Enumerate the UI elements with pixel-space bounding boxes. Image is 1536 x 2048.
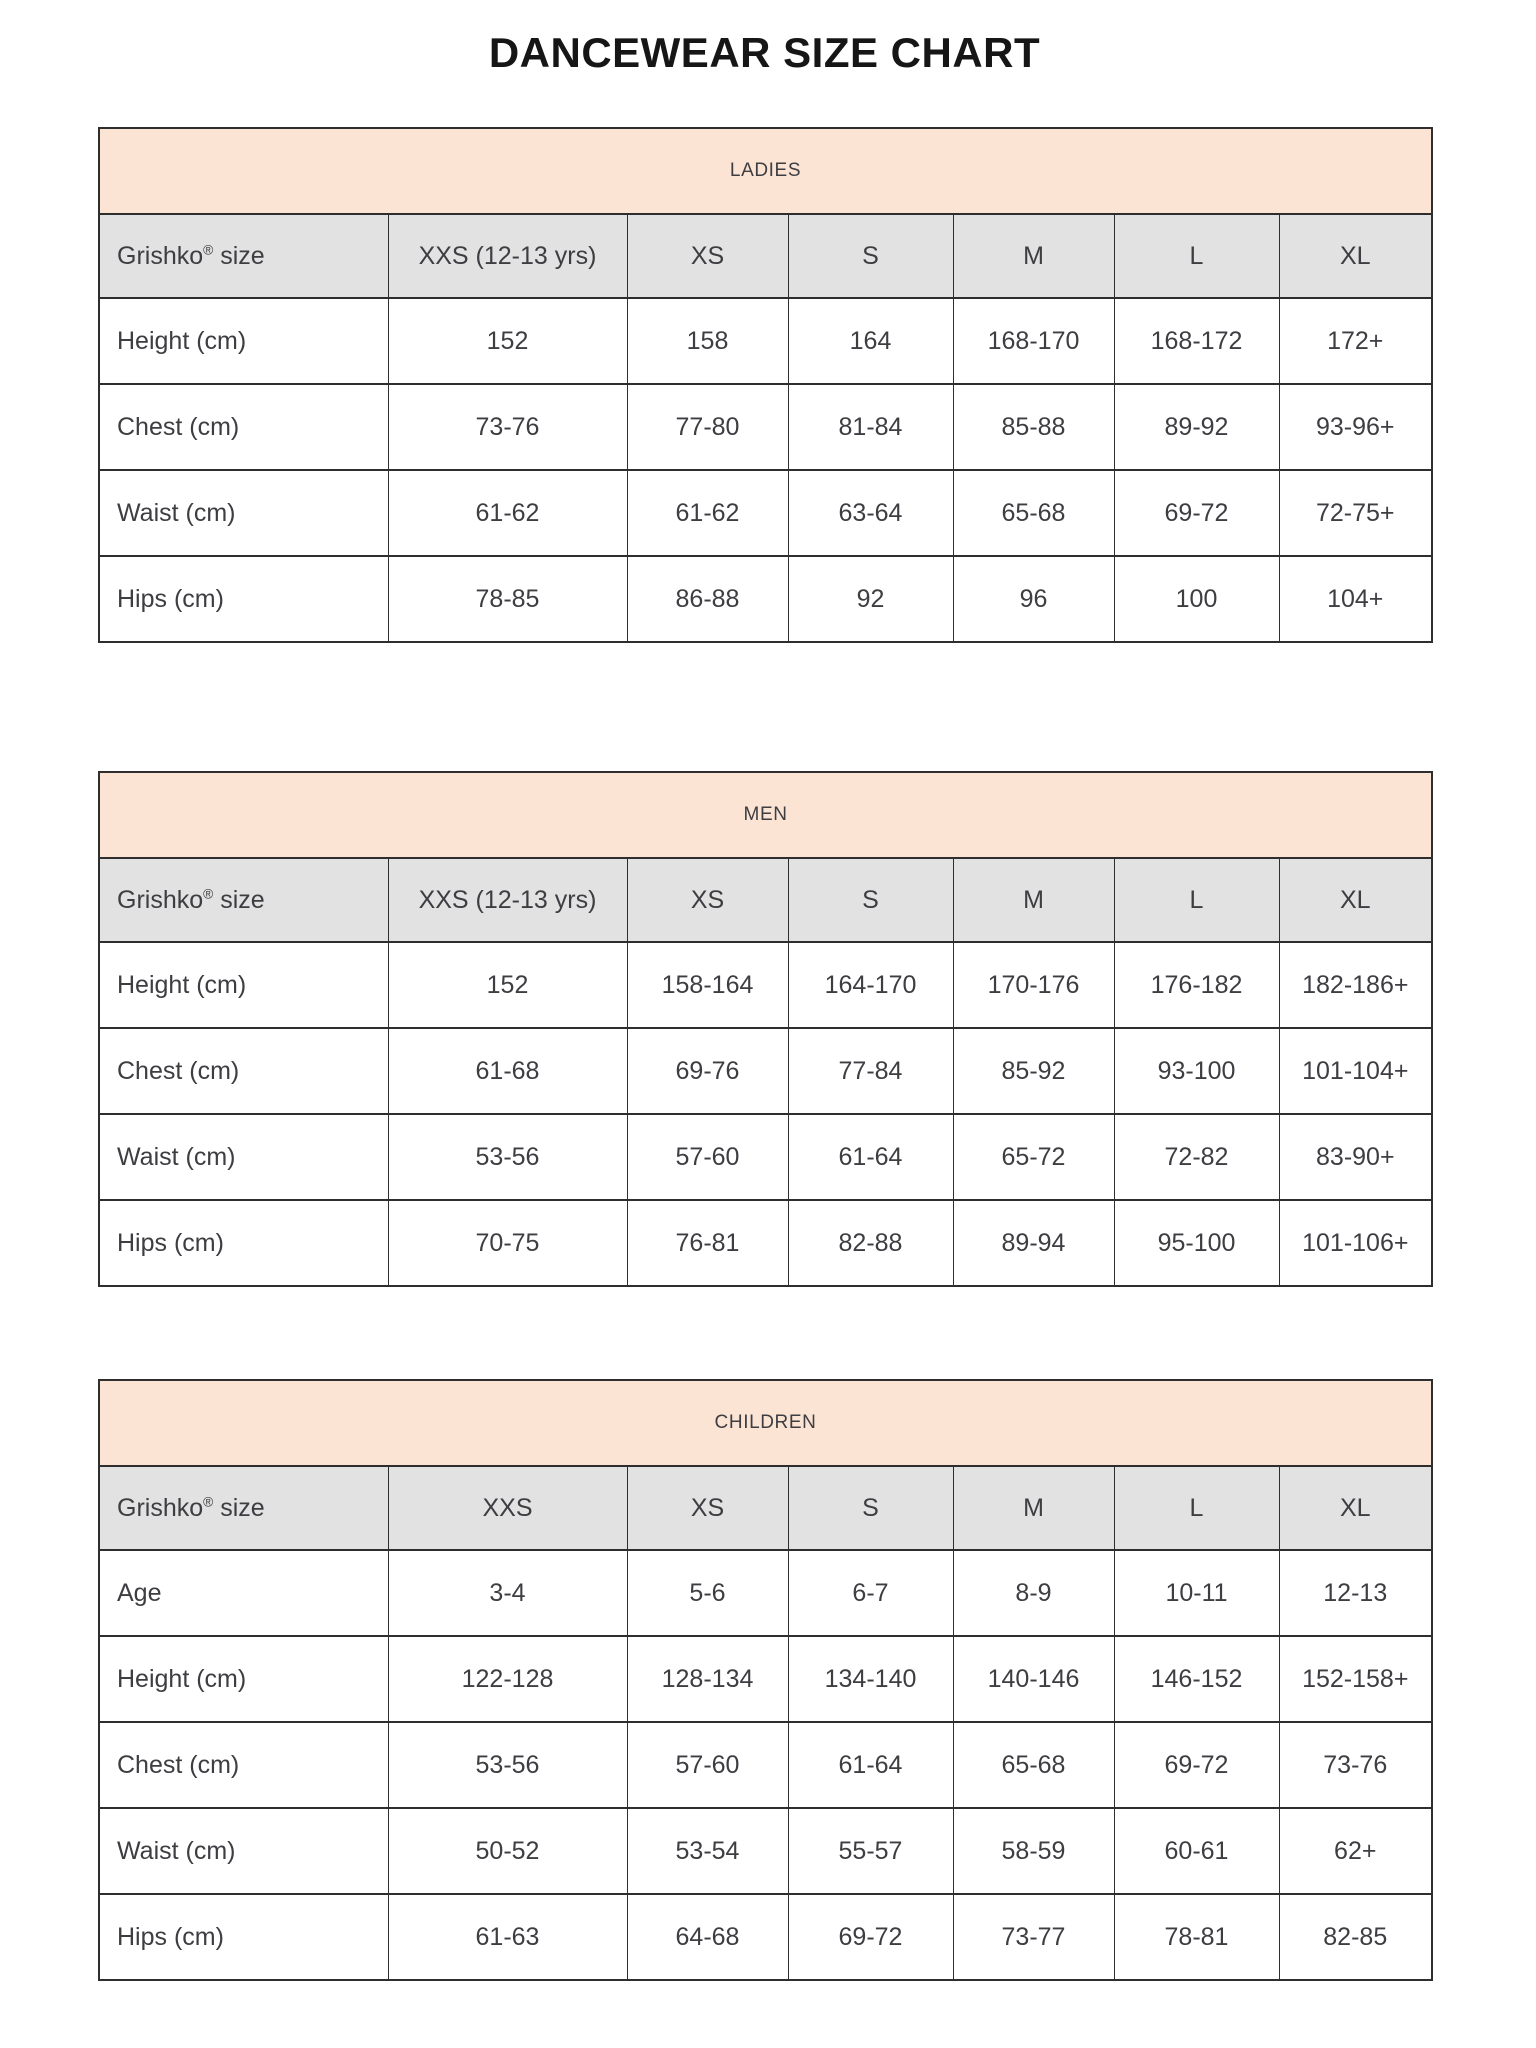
- size-cell: 69-72: [788, 1894, 953, 1980]
- size-cell: 73-77: [953, 1894, 1114, 1980]
- brand-text: Grishko: [117, 1493, 204, 1522]
- size-cell: 82-85: [1279, 1894, 1432, 1980]
- size-cell: 8-9: [953, 1550, 1114, 1636]
- row-label: Waist (cm): [99, 1808, 388, 1894]
- row-label: Chest (cm): [99, 1028, 388, 1114]
- size-cell: 57-60: [627, 1114, 788, 1200]
- size-cell: 101-104+: [1279, 1028, 1432, 1114]
- row-label: Height (cm): [99, 942, 388, 1028]
- column-header-xs: XS: [627, 858, 788, 942]
- column-header-grishko-size: [99, 1466, 388, 1550]
- row-label: Hips (cm): [99, 556, 388, 642]
- size-cell: 69-72: [1114, 1722, 1279, 1808]
- size-cell: 104+: [1279, 556, 1432, 642]
- size-cell: 50-52: [388, 1808, 627, 1894]
- table-row-waist: [99, 1808, 1432, 1894]
- size-chart-table-children: [98, 1379, 1433, 1981]
- size-cell: 6-7: [788, 1550, 953, 1636]
- size-cell: 78-81: [1114, 1894, 1279, 1980]
- section-banner-men: MEN: [99, 772, 1432, 858]
- row-label: Age: [99, 1550, 388, 1636]
- size-cell: 73-76: [388, 384, 627, 470]
- table-row-hips: [99, 1200, 1432, 1286]
- column-header-s: S: [788, 1466, 953, 1550]
- size-cell: 172+: [1279, 298, 1432, 384]
- size-cell: 5-6: [627, 1550, 788, 1636]
- size-cell: 146-152: [1114, 1636, 1279, 1722]
- size-cell: 93-100: [1114, 1028, 1279, 1114]
- size-cell: 55-57: [788, 1808, 953, 1894]
- size-cell: 158: [627, 298, 788, 384]
- size-chart-table-ladies: [98, 127, 1433, 643]
- column-header-l: L: [1114, 214, 1279, 298]
- row-label: Chest (cm): [99, 1722, 388, 1808]
- size-cell: 85-88: [953, 384, 1114, 470]
- size-chart-table-men: [98, 771, 1433, 1287]
- size-cell: 152-158+: [1279, 1636, 1432, 1722]
- size-word: size: [213, 241, 265, 270]
- column-header-s: S: [788, 858, 953, 942]
- size-cell: 96: [953, 556, 1114, 642]
- section-banner-row: [99, 1380, 1432, 1466]
- size-cell: 58-59: [953, 1808, 1114, 1894]
- size-cell: 168-172: [1114, 298, 1279, 384]
- size-cell: 12-13: [1279, 1550, 1432, 1636]
- row-label: Height (cm): [99, 298, 388, 384]
- table-row-height: [99, 942, 1432, 1028]
- size-cell: 77-80: [627, 384, 788, 470]
- column-header-xxs: XXS (12-13 yrs): [388, 858, 627, 942]
- size-cell: 61-63: [388, 1894, 627, 1980]
- size-cell: 3-4: [388, 1550, 627, 1636]
- size-cell: 168-170: [953, 298, 1114, 384]
- table-row-age: [99, 1550, 1432, 1636]
- size-cell: 65-68: [953, 1722, 1114, 1808]
- size-cell: 70-75: [388, 1200, 627, 1286]
- size-cell: 57-60: [627, 1722, 788, 1808]
- column-header-xs: XS: [627, 214, 788, 298]
- row-label: Chest (cm): [99, 384, 388, 470]
- table-row-chest: [99, 1722, 1432, 1808]
- column-header-m: M: [953, 858, 1114, 942]
- row-label: Hips (cm): [99, 1200, 388, 1286]
- column-header-row: [99, 214, 1432, 298]
- size-cell: 85-92: [953, 1028, 1114, 1114]
- size-cell: 86-88: [627, 556, 788, 642]
- section-banner-children: CHILDREN: [99, 1380, 1432, 1466]
- size-cell: 128-134: [627, 1636, 788, 1722]
- size-cell: 89-92: [1114, 384, 1279, 470]
- size-cell: 73-76: [1279, 1722, 1432, 1808]
- size-cell: 62+: [1279, 1808, 1432, 1894]
- table-row-hips: [99, 1894, 1432, 1980]
- registered-mark: ®: [203, 1494, 214, 1510]
- size-cell: 152: [388, 298, 627, 384]
- size-cell: 164-170: [788, 942, 953, 1028]
- size-cell: 72-82: [1114, 1114, 1279, 1200]
- size-cell: 152: [388, 942, 627, 1028]
- size-cell: 134-140: [788, 1636, 953, 1722]
- column-header-grishko-size: [99, 214, 388, 298]
- table-row-chest: [99, 1028, 1432, 1114]
- column-header-m: M: [953, 214, 1114, 298]
- column-header-m: M: [953, 1466, 1114, 1550]
- brand-text: Grishko: [117, 885, 204, 914]
- size-cell: 61-62: [627, 470, 788, 556]
- brand-text: Grishko: [117, 241, 204, 270]
- size-cell: 60-61: [1114, 1808, 1279, 1894]
- column-header-xl: XL: [1279, 214, 1432, 298]
- table-row-chest: [99, 384, 1432, 470]
- size-cell: 140-146: [953, 1636, 1114, 1722]
- row-label: Height (cm): [99, 1636, 388, 1722]
- size-cell: 92: [788, 556, 953, 642]
- column-header-xxs: XXS (12-13 yrs): [388, 214, 627, 298]
- table-row-waist: [99, 470, 1432, 556]
- size-cell: 65-68: [953, 470, 1114, 556]
- size-cell: 82-88: [788, 1200, 953, 1286]
- size-word: size: [213, 1493, 265, 1522]
- size-cell: 10-11: [1114, 1550, 1279, 1636]
- size-cell: 65-72: [953, 1114, 1114, 1200]
- size-cell: 164: [788, 298, 953, 384]
- size-cell: 61-64: [788, 1114, 953, 1200]
- size-cell: 69-72: [1114, 470, 1279, 556]
- size-cell: 77-84: [788, 1028, 953, 1114]
- size-cell: 83-90+: [1279, 1114, 1432, 1200]
- size-cell: 53-56: [388, 1114, 627, 1200]
- size-cell: 61-62: [388, 470, 627, 556]
- size-cell: 122-128: [388, 1636, 627, 1722]
- size-cell: 72-75+: [1279, 470, 1432, 556]
- column-header-xl: XL: [1279, 1466, 1432, 1550]
- row-label: Waist (cm): [99, 1114, 388, 1200]
- size-cell: 170-176: [953, 942, 1114, 1028]
- section-banner-row: [99, 772, 1432, 858]
- size-cell: 61-68: [388, 1028, 627, 1114]
- section-banner-row: [99, 128, 1432, 214]
- table-row-height: [99, 298, 1432, 384]
- column-header-row: [99, 1466, 1432, 1550]
- size-cell: 53-54: [627, 1808, 788, 1894]
- column-header-l: L: [1114, 1466, 1279, 1550]
- size-cell: 76-81: [627, 1200, 788, 1286]
- column-header-xl: XL: [1279, 858, 1432, 942]
- section-banner-ladies: LADIES: [99, 128, 1432, 214]
- size-cell: 182-186+: [1279, 942, 1432, 1028]
- registered-mark: ®: [203, 242, 214, 258]
- size-cell: 64-68: [627, 1894, 788, 1980]
- column-header-xxs: XXS: [388, 1466, 627, 1550]
- page-title: DANCEWEAR SIZE CHART: [488, 29, 1041, 76]
- column-header-grishko-size: [99, 858, 388, 942]
- size-cell: 89-94: [953, 1200, 1114, 1286]
- column-header-l: L: [1114, 858, 1279, 942]
- column-header-s: S: [788, 214, 953, 298]
- column-header-row: [99, 858, 1432, 942]
- row-label: Waist (cm): [99, 470, 388, 556]
- size-cell: 101-106+: [1279, 1200, 1432, 1286]
- size-cell: 61-64: [788, 1722, 953, 1808]
- size-cell: 69-76: [627, 1028, 788, 1114]
- size-cell: 95-100: [1114, 1200, 1279, 1286]
- size-word: size: [213, 885, 265, 914]
- size-cell: 78-85: [388, 556, 627, 642]
- table-row-hips: [99, 556, 1432, 642]
- size-cell: 176-182: [1114, 942, 1279, 1028]
- size-cell: 93-96+: [1279, 384, 1432, 470]
- table-row-waist: [99, 1114, 1432, 1200]
- size-cell: 100: [1114, 556, 1279, 642]
- row-label: Hips (cm): [99, 1894, 388, 1980]
- size-cell: 81-84: [788, 384, 953, 470]
- registered-mark: ®: [203, 886, 214, 902]
- size-cell: 158-164: [627, 942, 788, 1028]
- size-cell: 53-56: [388, 1722, 627, 1808]
- table-row-height: [99, 1636, 1432, 1722]
- size-cell: 63-64: [788, 470, 953, 556]
- column-header-xs: XS: [627, 1466, 788, 1550]
